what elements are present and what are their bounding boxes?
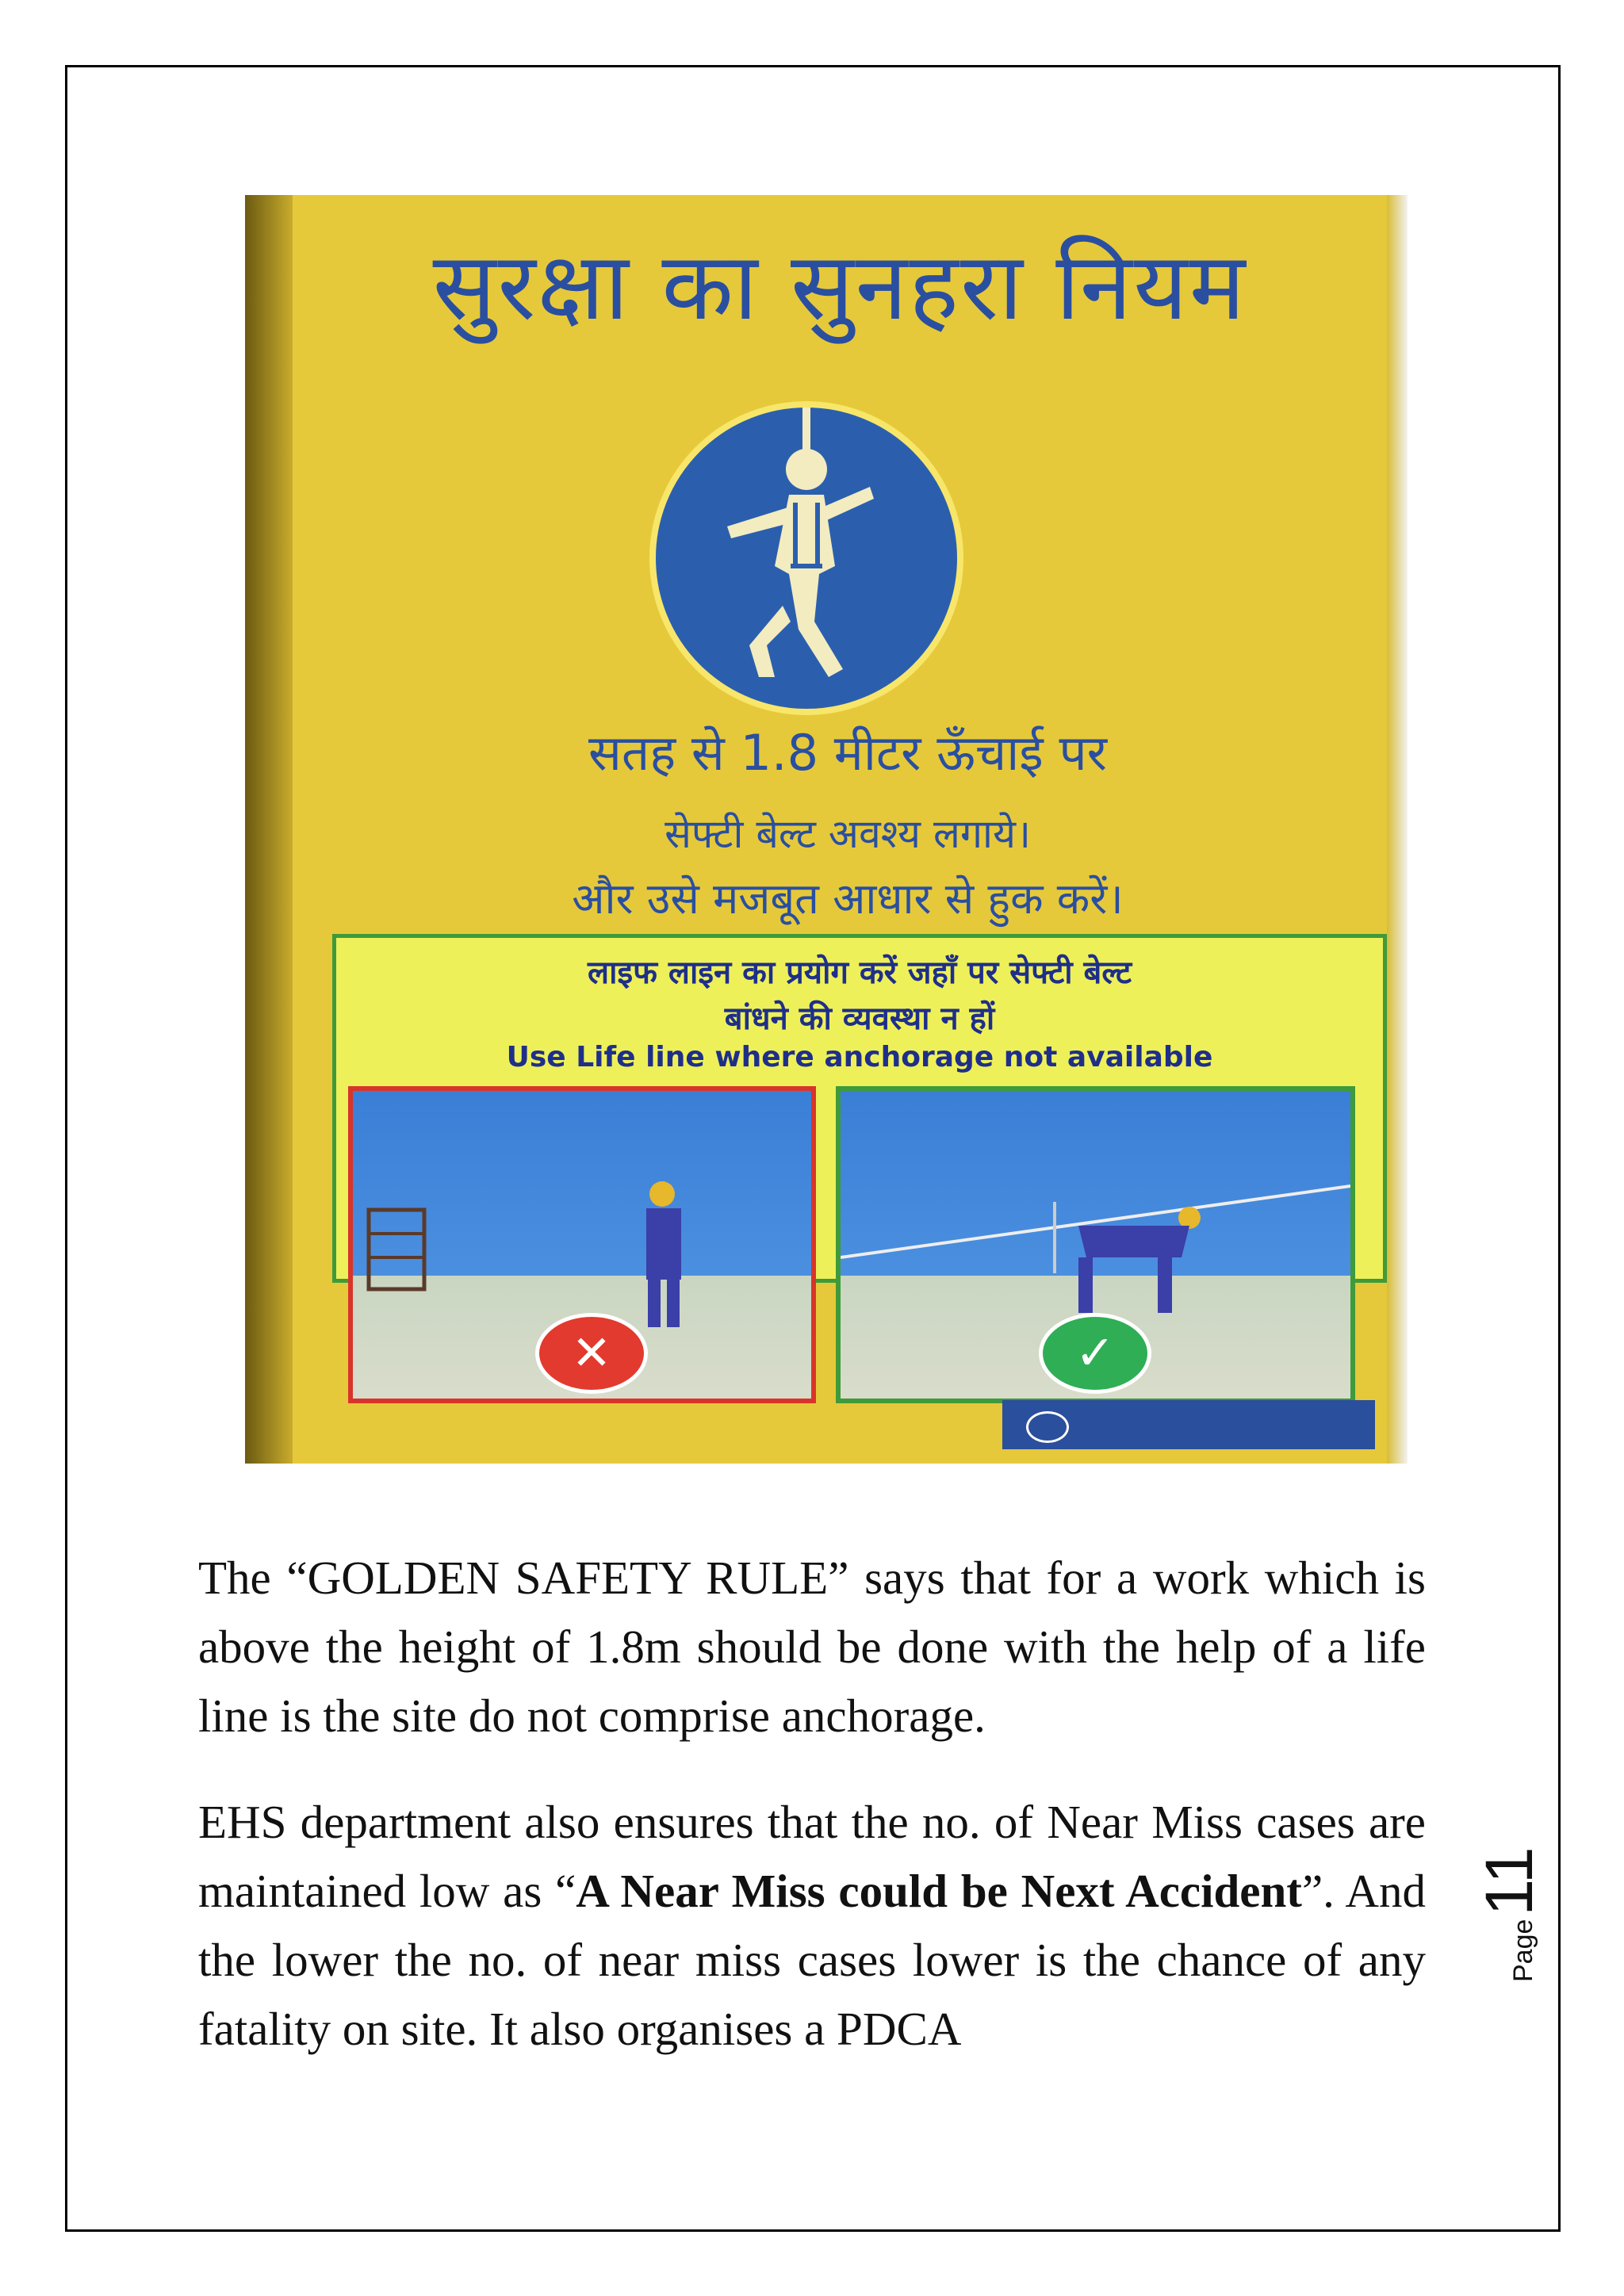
- page-label: Page: [1508, 1919, 1538, 1982]
- lifeline-hindi-line-2: बांधने की व्यवस्था न हों: [724, 1001, 995, 1037]
- near-miss-paragraph: [198, 1788, 1426, 2064]
- lt-logo-icon: [1026, 1411, 1069, 1443]
- check-mark-icon: ✓: [1039, 1313, 1151, 1394]
- near-miss-text-start: EHS department also ensures that the no. of Near Miss cases are maintained low as “: [198, 1796, 1426, 1917]
- golden-rule-paragraph: The “GOLDEN SAFETY RULE” says that for a work which is above the height of 1.8m should be done with the help of a life line is the site do not comprise anchorage.: [198, 1552, 1426, 1742]
- poster-rule-line-1: सतह से 1.8 मीटर ऊँचाई पर: [588, 724, 1108, 782]
- cross-mark-icon: ✕: [535, 1313, 648, 1394]
- near-miss-quote: A Near Miss could be Next Accident: [576, 1865, 1302, 1917]
- right-practice-photo: [836, 1086, 1355, 1403]
- brand-strip: [1002, 1400, 1375, 1449]
- harness-worker-icon: [649, 401, 963, 715]
- safety-poster-photo: [245, 195, 1408, 1464]
- page-number-value: 11: [1472, 1846, 1546, 1916]
- poster-rule-line-2: सेफ्टी बेल्ट अवश्य लगाये।: [665, 811, 1031, 857]
- poster-shadow: [245, 195, 293, 1464]
- near-miss-text-end: ”. And the lower the no. of near miss cases lower is the chance of any fatality on site. It also organises a PDCA: [198, 1865, 1427, 2055]
- wrong-practice-photo: [348, 1086, 816, 1403]
- lifeline-hindi-line-1: लाइफ लाइन का प्रयोग करें जहाँ पर सेफ्टी बेल्ट: [588, 955, 1132, 991]
- poster-rule-line-3: और उसे मजबूत आधार से हुक करें।: [572, 874, 1124, 924]
- poster-title: सुरक्षा का सुनहरा नियम: [432, 232, 1247, 341]
- lifeline-english-line: Use Life line where anchorage not available: [506, 1041, 1213, 1073]
- page-number: [1471, 1792, 1558, 1982]
